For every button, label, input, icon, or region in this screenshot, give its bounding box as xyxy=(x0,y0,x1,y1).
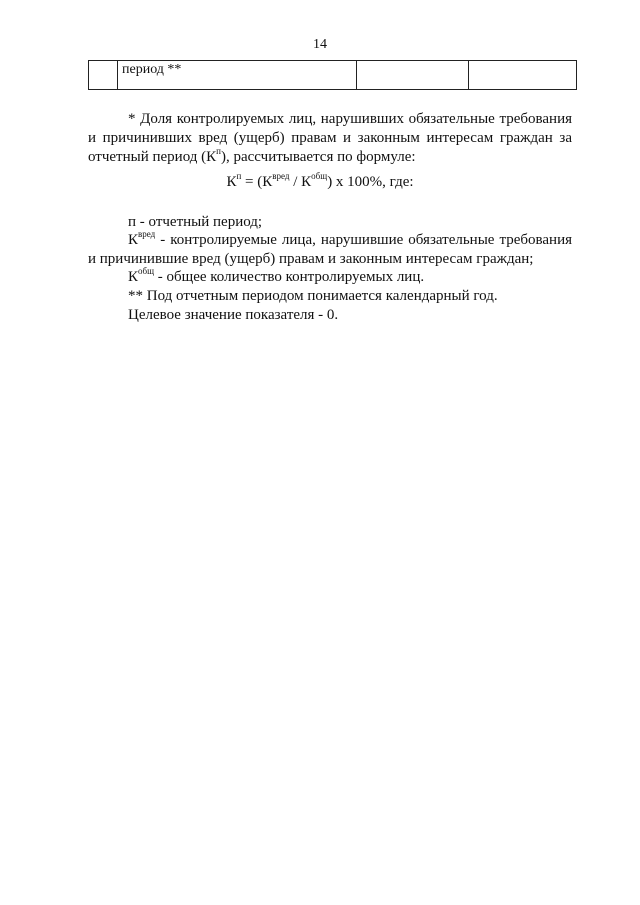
formula-mid: / К xyxy=(289,174,312,190)
table-cell-value xyxy=(357,61,469,90)
formula-eq-open: = (К xyxy=(241,174,273,190)
target-value: Целевое значение показателя - 0. xyxy=(128,307,339,323)
definition-vred xyxy=(88,231,572,269)
definition-obsh-k: К xyxy=(128,269,139,285)
formula-vred-sup: вред xyxy=(272,171,290,181)
definition-obsh-text: - общее количество контролируемых лиц. xyxy=(154,269,425,285)
formula-end: ) х 100%, где: xyxy=(327,174,414,190)
definition-vred-k: К xyxy=(128,232,139,248)
note-reporting-period: ** Под отчетным периодом понимается календарный год. xyxy=(128,288,498,304)
definition-vred-sup: вред xyxy=(138,229,156,239)
definition-vred-text: - контролируемые лица, нарушившие обязательные требования и причинившие вред (ущерб) правам и законным интересам граждан; xyxy=(88,232,572,267)
table-fragment xyxy=(88,60,577,90)
formula-k: К xyxy=(226,174,237,190)
footnote-sup: п xyxy=(216,146,221,156)
table-row xyxy=(89,61,577,90)
table-cell-number xyxy=(89,61,118,90)
footnote-tail: ), рассчитывается по формуле: xyxy=(221,149,416,165)
table-cell-period: период ** xyxy=(118,61,357,90)
definition-obsh-sup: общ xyxy=(138,266,155,276)
formula-obsh-sup: общ xyxy=(311,171,328,181)
formula xyxy=(0,172,640,192)
definition-obsh xyxy=(128,268,424,287)
definition-n: п - отчетный период; xyxy=(128,214,263,230)
footnote-text: * Доля контролируемых лиц, нарушивших обязательные требования и причинивших вред (ущерб) правам и законным интересам граждан за отчетный период (К xyxy=(88,111,572,165)
table-cell-target xyxy=(469,61,577,90)
page-number: 14 xyxy=(313,37,327,52)
footnote-paragraph xyxy=(88,110,572,167)
formula-k-sup: п xyxy=(236,171,242,181)
